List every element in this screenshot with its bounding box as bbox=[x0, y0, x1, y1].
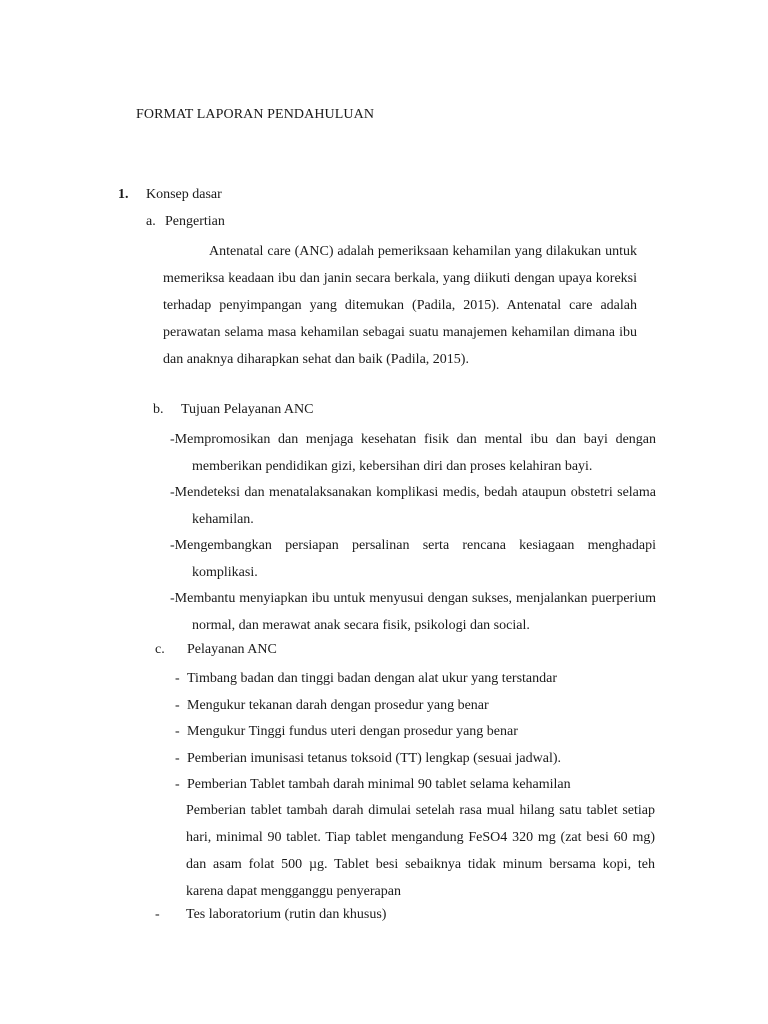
document-title: FORMAT LAPORAN PENDAHULUAN bbox=[136, 107, 375, 122]
subsection-a-marker: a. bbox=[146, 214, 156, 229]
goals-list bbox=[170, 427, 656, 639]
section-heading: Konsep dasar bbox=[146, 187, 222, 202]
list-item bbox=[172, 666, 656, 693]
list-item-text: Pemberian imunisasi tetanus toksoid (TT) lengkap (sesuai jadwal). bbox=[187, 750, 562, 766]
list-item bbox=[172, 772, 656, 799]
subsection-a-heading: Pengertian bbox=[165, 214, 225, 229]
last-item-text: Tes laboratorium (rutin dan khusus) bbox=[186, 907, 387, 922]
list-item-text: Timbang badan dan tinggi badan dengan alat ukur yang terstandar bbox=[187, 671, 557, 686]
definition-text: Antenatal care (ANC) adalah pemeriksaan kehamilan yang dilakukan untuk memeriksa keadaan ibu dan janin secara berkala, yang diikuti dengan upaya koreksi terhadap penyimpangan yang ditemukan (Padila, 2015). Antenatal care adalah perawatan selama masa kehamilan sebagai suatu manajemen kehamilan dimana ibu dan anaknya diharapkan sehat dan baik (Padila, 2015). bbox=[163, 244, 637, 367]
list-item: -Mendeteksi dan menatalaksanakan komplikasi medis, bedah ataupun obstetri selama kehamilan. bbox=[170, 485, 656, 527]
list-item bbox=[172, 746, 656, 773]
subsection-c-heading: Pelayanan ANC bbox=[187, 642, 277, 657]
list-item bbox=[172, 693, 656, 720]
list-item: -Mempromosikan dan menjaga kesehatan fisik dan mental ibu dan bayi dengan memberikan pendidikan gizi, kebersihan diri dan proses kelahiran bayi. bbox=[170, 432, 656, 474]
services-list bbox=[172, 666, 656, 799]
list-item-text: Mengukur tekanan darah dengan prosedur yang benar bbox=[187, 697, 489, 713]
list-item: -Membantu menyiapkan ibu untuk menyusui dengan sukses, menjalankan puerperium normal, dan merawat anak secara fisik, psikologi dan social. bbox=[170, 591, 656, 633]
list-item: -Mengembangkan persiapan persalinan serta rencana kesiagaan menghadapi komplikasi. bbox=[170, 538, 656, 580]
dash-marker: - bbox=[175, 724, 180, 739]
subsection-b-heading: Tujuan Pelayanan ANC bbox=[181, 402, 314, 417]
last-item-marker: - bbox=[155, 907, 160, 922]
dash-marker: - bbox=[175, 697, 180, 713]
dash-marker: - bbox=[175, 777, 180, 792]
subsection-b-marker: b. bbox=[153, 402, 164, 417]
subsection-c-marker: c. bbox=[155, 642, 165, 657]
list-item-text: Pemberian Tablet tambah darah minimal 90 tablet selama kehamilan bbox=[187, 777, 571, 792]
dash-marker: - bbox=[175, 750, 180, 766]
iron-tablet-paragraph: Pemberian tablet tambah darah dimulai setelah rasa mual hilang satu tablet setiap hari, minimal 90 tablet. Tiap tablet mengandung FeSO4 320 mg (zat besi 60 mg) dan asam folat 500 µg. Tablet besi sebaiknya tidak minum bersama kopi, teh karena dapat mengganggu penyerapan bbox=[186, 803, 655, 899]
definition-paragraph bbox=[163, 238, 637, 373]
list-item bbox=[172, 719, 656, 746]
section-number: 1. bbox=[118, 187, 129, 202]
dash-marker: - bbox=[175, 671, 180, 686]
list-item-text: Mengukur Tinggi fundus uteri dengan prosedur yang benar bbox=[187, 724, 518, 739]
